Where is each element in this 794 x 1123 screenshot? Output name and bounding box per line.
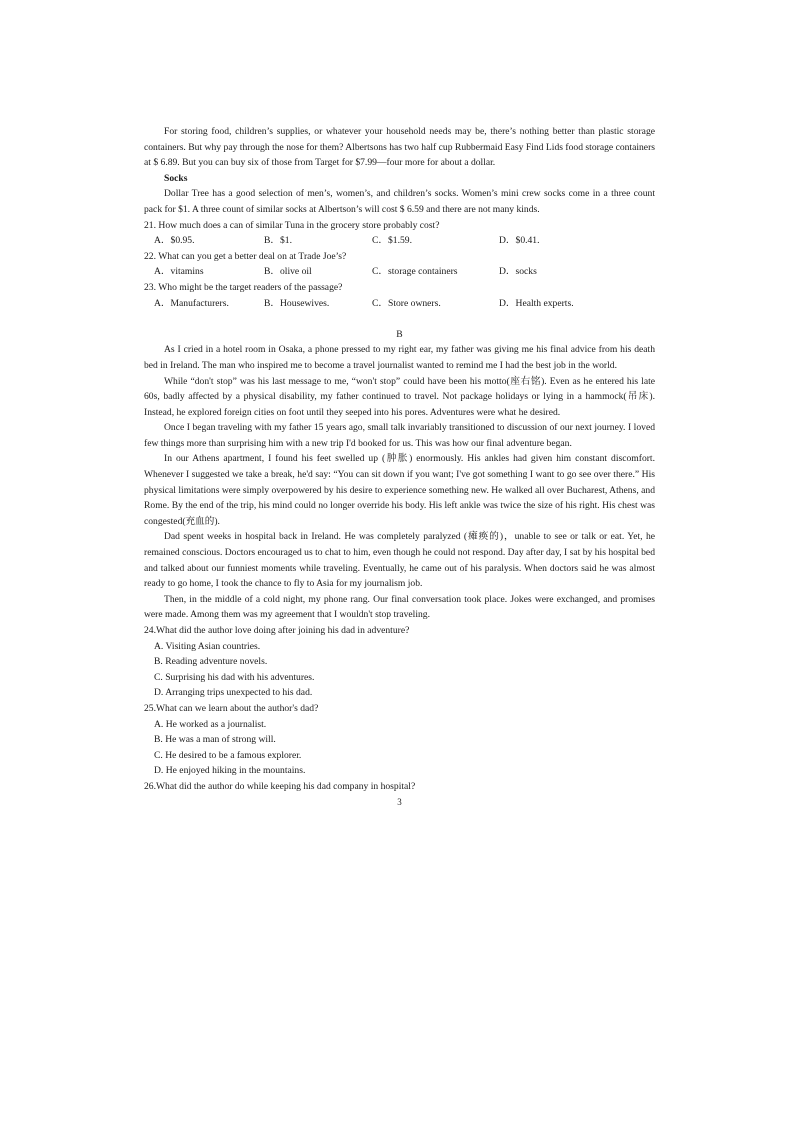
question-23: 23. Who might be the target readers of the passage? [144, 281, 343, 293]
option: A．Manufacturers. [154, 297, 229, 309]
question-22: 22. What can you get a better deal on at Trade Joe’s? [144, 250, 347, 262]
option: C. He desired to be a famous explorer. [154, 749, 302, 761]
heading-socks: Socks [164, 172, 188, 184]
question-21: 21. How much does a can of similar Tuna in the grocery store probably cost? [144, 219, 440, 231]
option: D. He enjoyed hiking in the mountains. [154, 765, 306, 777]
option: A. Visiting Asian countries. [154, 640, 261, 652]
option: A．vitamins [154, 266, 204, 278]
page-number: 3 [397, 796, 402, 807]
option: D．socks [499, 266, 537, 278]
paragraph-socks: Dollar Tree has a good selection of men’s, women’s, and children’s socks. Women’s mini crew socks come in a three count pack for $1. A three count of similar socks at Albertson’s will cost $ 6.59 and there are not many kinds. [144, 188, 655, 215]
paragraph-storage: For storing food, children’s supplies, or whatever your household needs may be, there’s nothing better than plastic storage containers. But why pay through the nose for them? Albertsons has two half cup Rubbermaid Easy Find Lids food storage containers at $ 6.89. But you can buy six of those from Target for $7.99—four more for about a dollar. [144, 126, 655, 169]
option: B. He was a man of strong will. [154, 734, 276, 746]
option: A. He worked as a journalist. [154, 718, 267, 730]
option: D．Health experts. [499, 297, 574, 309]
section-label-b: B [396, 328, 403, 340]
document-page [144, 124, 655, 810]
option: C．$1.59. [372, 235, 412, 247]
options-21 [144, 233, 655, 249]
option: B．olive oil [264, 266, 312, 278]
paragraph-b5: Dad spent weeks in hospital back in Ireland. He was completely paralyzed (瘫痪的)，unable to see or talk or eat. Yet, he remained conscious. Doctors encouraged us to chat to him, even though he could not respond. Day after day, I sat by his hospital bed and talked about our funniest moments while traveling. Eventually, he came out of his paralysis. When doctors said he was almost ready to go home, I took the chance to fly to Asia for my journalism job. [144, 531, 655, 590]
option: A．$0.95. [154, 235, 195, 247]
option: B. Reading adventure novels. [154, 656, 268, 668]
option: C. Surprising his dad with his adventures. [154, 671, 315, 683]
paragraph-b3: Once I began traveling with my father 15 years ago, small talk invariably transitioned to discussion of our next journey. I loved few things more than surprising him with a new trip I'd booked for us. This was how our final adventure began. [144, 422, 655, 449]
option: C．storage containers [372, 266, 458, 278]
paragraph-b4: In our Athens apartment, I found his feet swelled up (肿胀) enormously. His ankles had given him constant discomfort. Whenever I suggested we take a break, he'd say: “You can sit down if you want; I've got something I want to go see over there.” His physical limitations were simply overpowered by his desire to experience something new. He walked all over Bucharest, Athens, and Rome. By the end of the trip, his mind could no longer override his body. His left ankle was twice the size of his right. His chest was congested(充血的). [144, 453, 655, 527]
option: C．Store owners. [372, 297, 441, 309]
option: B．Housewives. [264, 297, 330, 309]
paragraph-b2: While “don't stop” was his last message to me, “won't stop” could have been his motto(座右铭). Even as he entered his late 60s, badly affected by a physical disability, my father continued to travel. Not package holidays or lying in a hammock(吊床). Instead, he explored foreign cities on foot until they seeped into his pores. Adventures were what he desired. [144, 375, 655, 418]
question-25: 25.What can we learn about the author's dad? [144, 702, 319, 714]
option: B．$1. [264, 235, 292, 247]
options-22 [144, 264, 655, 280]
paragraph-b6: Then, in the middle of a cold night, my phone rang. Our final conversation took place. Jokes were exchanged, and promises were made. Among them was my agreement that I wouldn't stop traveling. [144, 593, 655, 621]
options-23 [144, 296, 655, 312]
option: D. Arranging trips unexpected to his dad. [154, 687, 313, 699]
option: D．$0.41. [499, 235, 540, 247]
paragraph-b1: As I cried in a hotel room in Osaka, a phone pressed to my right ear, my father was giving me his final advice from his death bed in Ireland. The man who inspired me to become a travel journalist wanted to remind me I had the best job in the world. [144, 344, 655, 371]
question-24: 24.What did the author love doing after joining his dad in adventure? [144, 625, 410, 636]
question-26: 26.What did the author do while keeping his dad company in hospital? [144, 780, 416, 792]
